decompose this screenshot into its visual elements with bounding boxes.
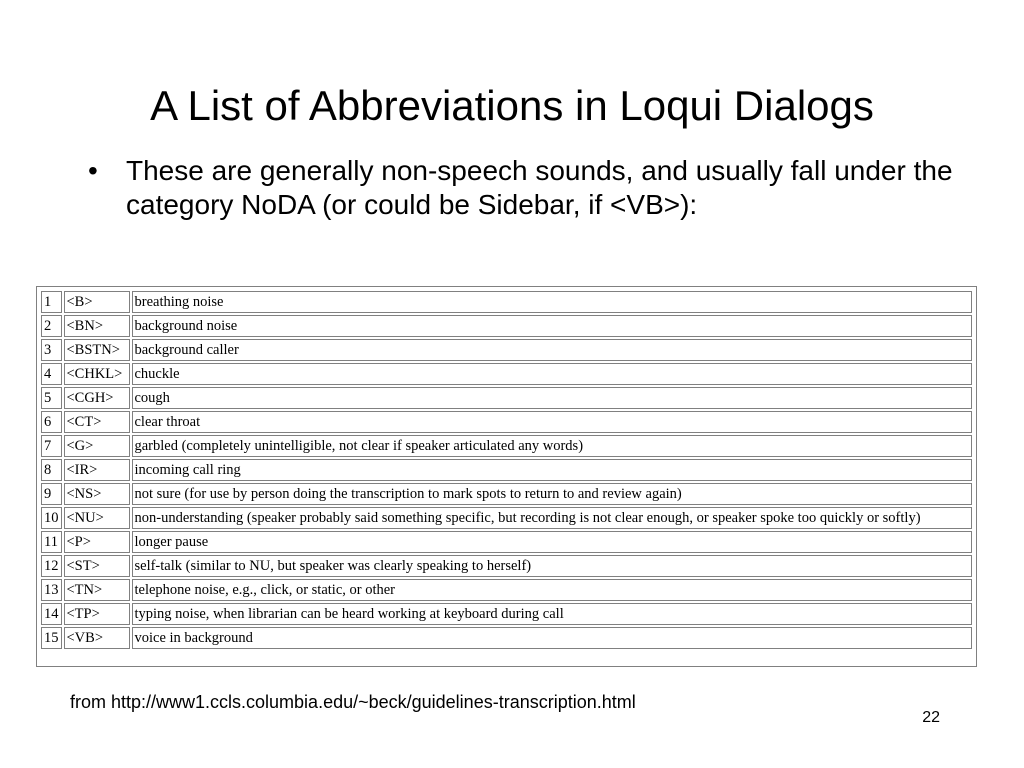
- description-cell: self-talk (similar to NU, but speaker was clearly speaking to herself): [132, 555, 973, 577]
- table-row: [41, 411, 972, 433]
- abbreviation-code-cell: <NU>: [64, 507, 130, 529]
- table-row: [41, 603, 972, 625]
- abbreviation-code-cell: <TN>: [64, 579, 130, 601]
- abbreviation-table-body: [41, 291, 972, 649]
- abbreviation-code-cell: <ST>: [64, 555, 130, 577]
- abbreviation-code-cell: <B>: [64, 291, 130, 313]
- description-cell: chuckle: [132, 363, 973, 385]
- abbreviation-code-cell: <CHKL>: [64, 363, 130, 385]
- slide-title: A List of Abbreviations in Loqui Dialogs: [150, 82, 874, 129]
- abbreviation-code-cell: <BN>: [64, 315, 130, 337]
- description-cell: background caller: [132, 339, 973, 361]
- abbreviation-table: [39, 289, 974, 651]
- row-number-cell: 13: [41, 579, 62, 601]
- row-number-cell: 1: [41, 291, 62, 313]
- table-row: [41, 435, 972, 457]
- table-row: [41, 315, 972, 337]
- table-row: [41, 555, 972, 577]
- description-cell: background noise: [132, 315, 973, 337]
- abbreviation-code-cell: <CT>: [64, 411, 130, 433]
- abbreviation-code-cell: <IR>: [64, 459, 130, 481]
- row-number-cell: 6: [41, 411, 62, 433]
- table-row: [41, 363, 972, 385]
- abbreviation-code-cell: <VB>: [64, 627, 130, 649]
- row-number-cell: 9: [41, 483, 62, 505]
- description-cell: non-understanding (speaker probably said something specific, but recording is not clear enough, or speaker spoke too quickly or softly): [132, 507, 973, 529]
- description-cell: clear throat: [132, 411, 973, 433]
- abbreviation-code-cell: <TP>: [64, 603, 130, 625]
- abbreviation-code-cell: <CGH>: [64, 387, 130, 409]
- table-row: [41, 459, 972, 481]
- row-number-cell: 3: [41, 339, 62, 361]
- table-row: [41, 387, 972, 409]
- row-number-cell: 10: [41, 507, 62, 529]
- description-cell: voice in background: [132, 627, 973, 649]
- bullet-point: [88, 154, 958, 222]
- table-row: [41, 627, 972, 649]
- table-row: [41, 531, 972, 553]
- table-row: [41, 339, 972, 361]
- bullet-text: These are generally non-speech sounds, and usually fall under the category NoDA (or could be Sidebar, if <VB>):: [126, 155, 953, 220]
- bullet-dot-icon: •: [88, 155, 98, 186]
- abbreviation-code-cell: <P>: [64, 531, 130, 553]
- page-number: 22: [922, 709, 940, 726]
- table-row: [41, 483, 972, 505]
- abbreviation-table-frame: [36, 286, 977, 667]
- abbreviation-code-cell: <BSTN>: [64, 339, 130, 361]
- description-cell: incoming call ring: [132, 459, 973, 481]
- row-number-cell: 14: [41, 603, 62, 625]
- description-cell: breathing noise: [132, 291, 973, 313]
- row-number-cell: 12: [41, 555, 62, 577]
- row-number-cell: 7: [41, 435, 62, 457]
- row-number-cell: 2: [41, 315, 62, 337]
- source-citation: from http://www1.ccls.columbia.edu/~beck/guidelines-transcription.html: [70, 692, 636, 712]
- row-number-cell: 11: [41, 531, 62, 553]
- description-cell: not sure (for use by person doing the transcription to mark spots to return to and review again): [132, 483, 973, 505]
- description-cell: cough: [132, 387, 973, 409]
- abbreviation-code-cell: <NS>: [64, 483, 130, 505]
- description-cell: longer pause: [132, 531, 973, 553]
- table-row: [41, 507, 972, 529]
- description-cell: telephone noise, e.g., click, or static, or other: [132, 579, 973, 601]
- row-number-cell: 15: [41, 627, 62, 649]
- abbreviation-code-cell: <G>: [64, 435, 130, 457]
- description-cell: typing noise, when librarian can be heard working at keyboard during call: [132, 603, 973, 625]
- row-number-cell: 5: [41, 387, 62, 409]
- row-number-cell: 4: [41, 363, 62, 385]
- row-number-cell: 8: [41, 459, 62, 481]
- table-row: [41, 291, 972, 313]
- table-row: [41, 579, 972, 601]
- description-cell: garbled (completely unintelligible, not clear if speaker articulated any words): [132, 435, 973, 457]
